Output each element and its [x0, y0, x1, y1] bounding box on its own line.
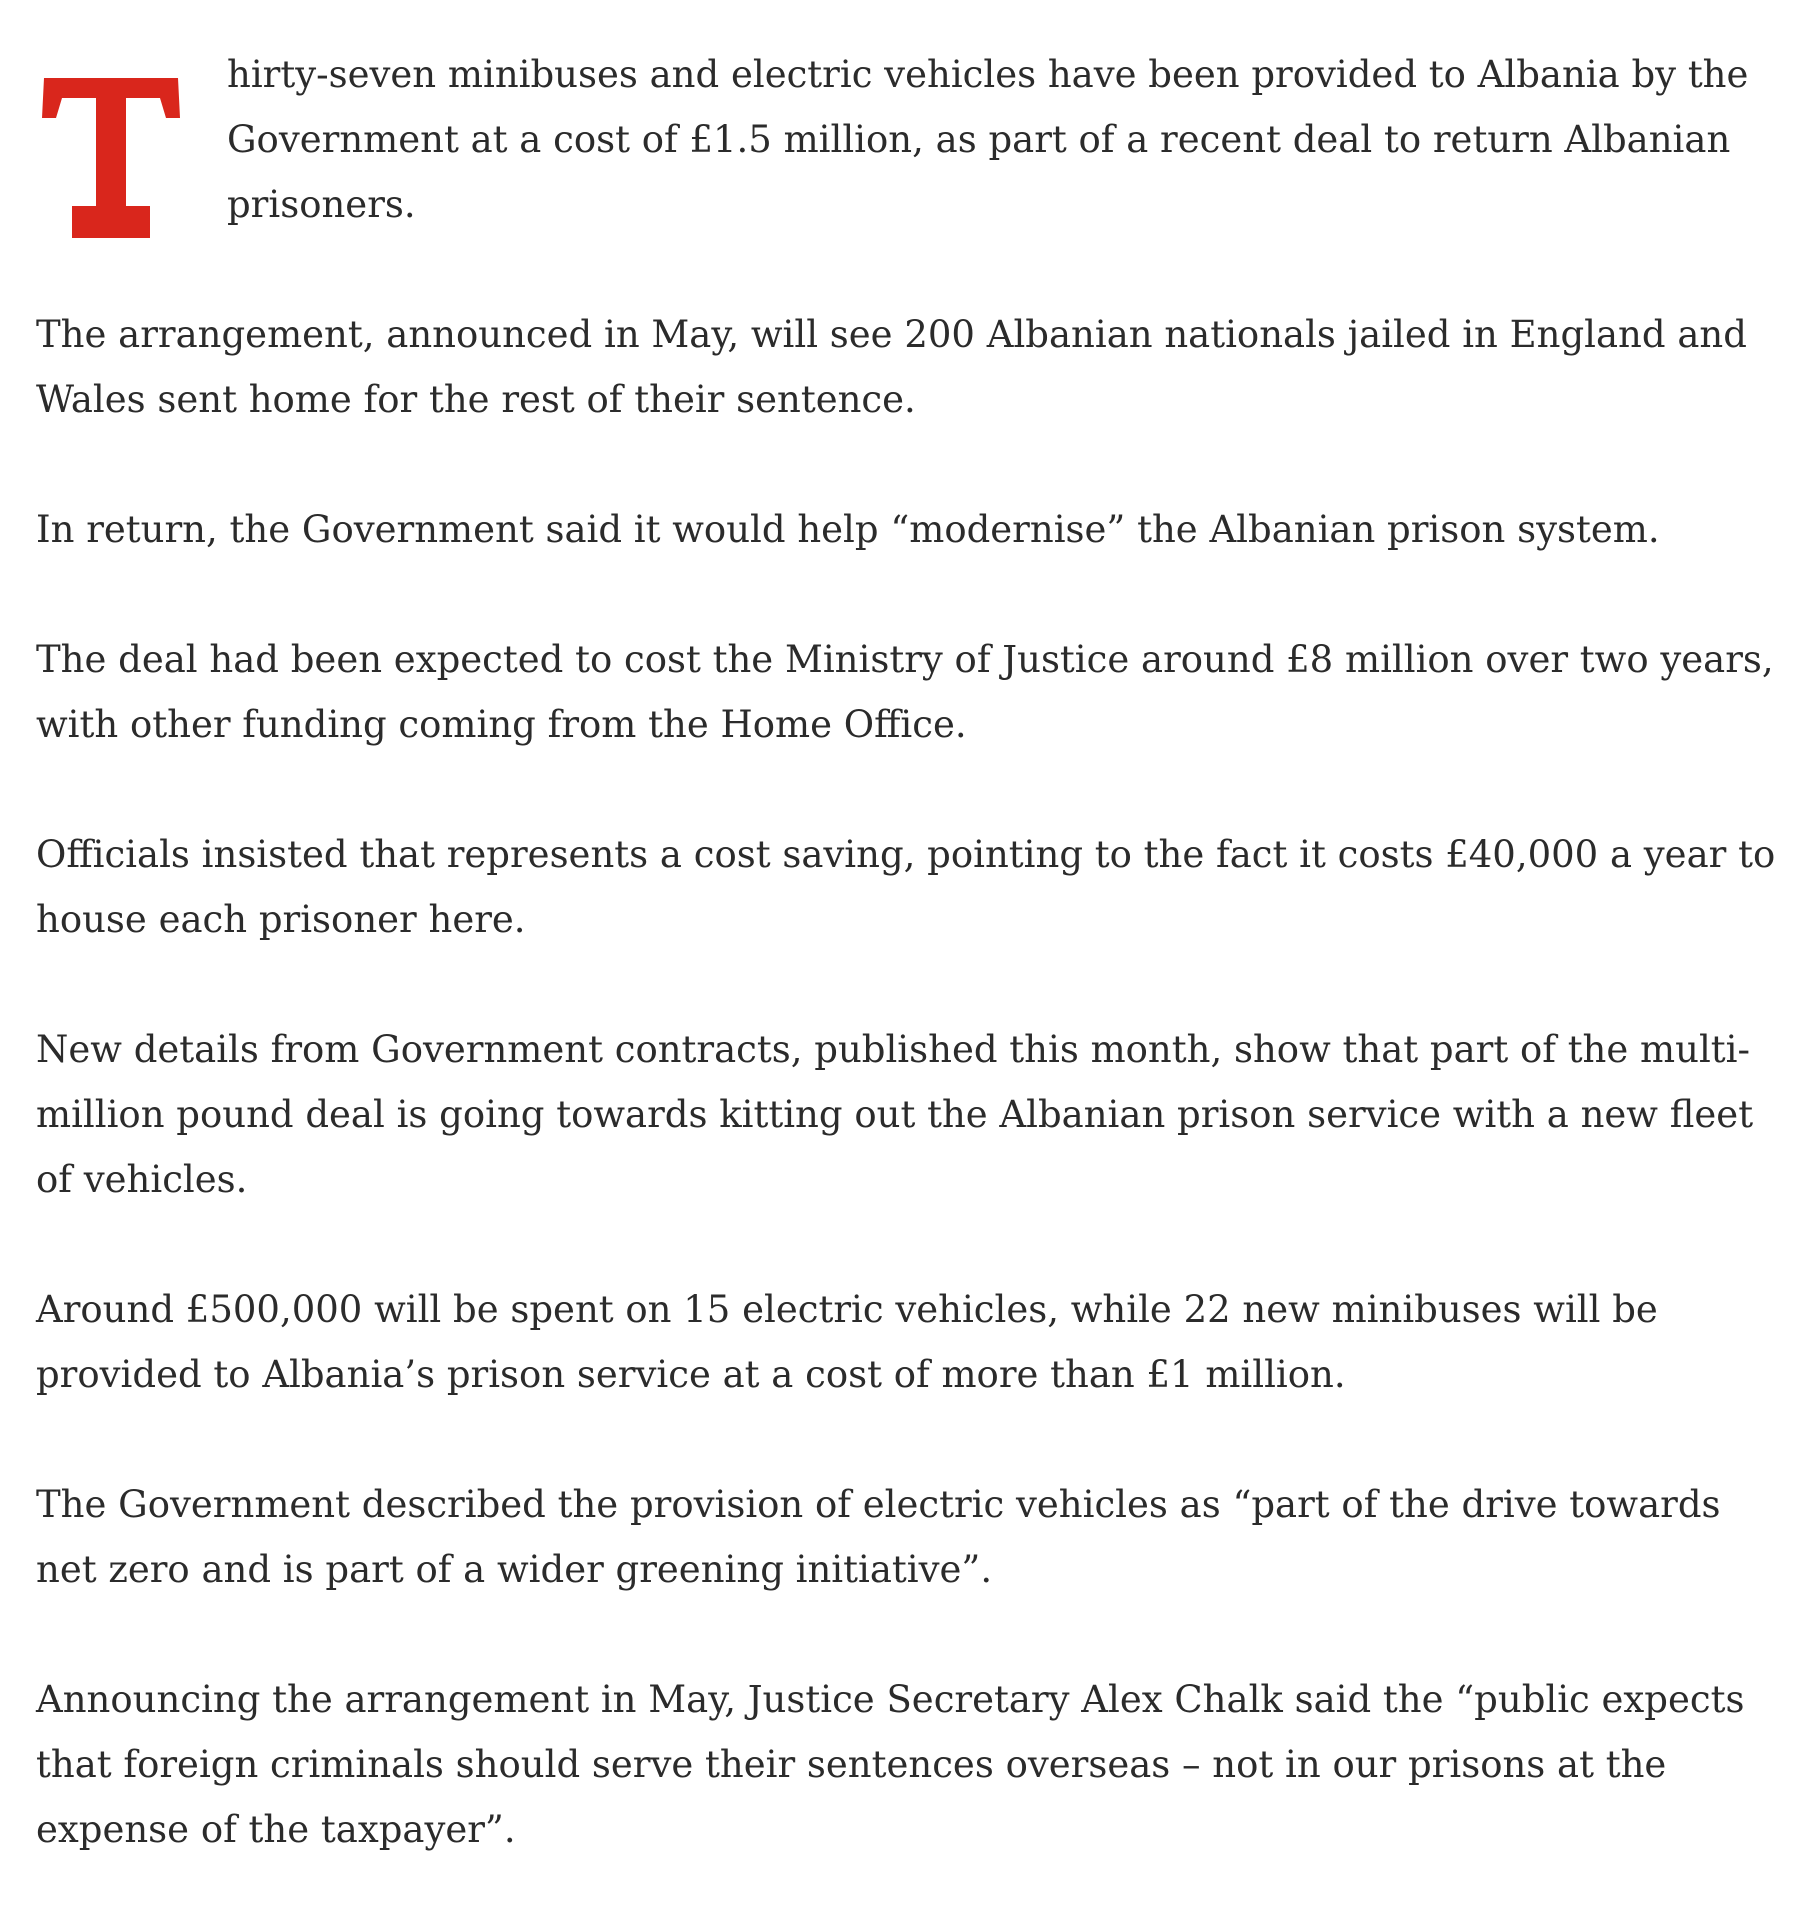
paragraph-7: The Government described the provision of electric vehicles as “part of the drive towards net zero and is part of a wider greening initiative”.: [36, 1483, 1721, 1591]
lead-paragraph: [36, 42, 1784, 237]
drop-cap-letter-t: [42, 78, 180, 238]
paragraph-6: Around £500,000 will be spent on 15 electric vehicles, while 22 new minibuses will be provided to Albania’s prison service at a cost of more than £1 million.: [36, 1288, 1658, 1396]
paragraph-4: Officials insisted that represents a cost saving, pointing to the fact it costs £40,000 a year to house each prisoner here.: [36, 833, 1776, 941]
paragraph-8: Announcing the arrangement in May, Justice Secretary Alex Chalk said the “public expects that foreign criminals should serve their sentences overseas – not in our prisons at the expense of the taxpayer”.: [36, 1678, 1745, 1851]
paragraph-3: The deal had been expected to cost the Ministry of Justice around £8 million over two years, with other funding coming from the Home Office.: [36, 638, 1774, 746]
paragraph-1: The arrangement, announced in May, will see 200 Albanian nationals jailed in England and Wales sent home for the rest of their sentence.: [36, 313, 1747, 421]
lead-text: hirty-seven minibuses and electric vehicles have been provided to Albania by the Government at a cost of £1.5 million, as part of a recent deal to return Albanian prisoners.: [227, 53, 1749, 226]
article-body: [36, 42, 1784, 1927]
paragraph-2: In return, the Government said it would help “modernise” the Albanian prison system.: [36, 508, 1660, 551]
paragraph-5: New details from Government contracts, published this month, show that part of the multi-million pound deal is going towards kitting out the Albanian prison service with a new fleet of vehicles.: [36, 1028, 1754, 1201]
